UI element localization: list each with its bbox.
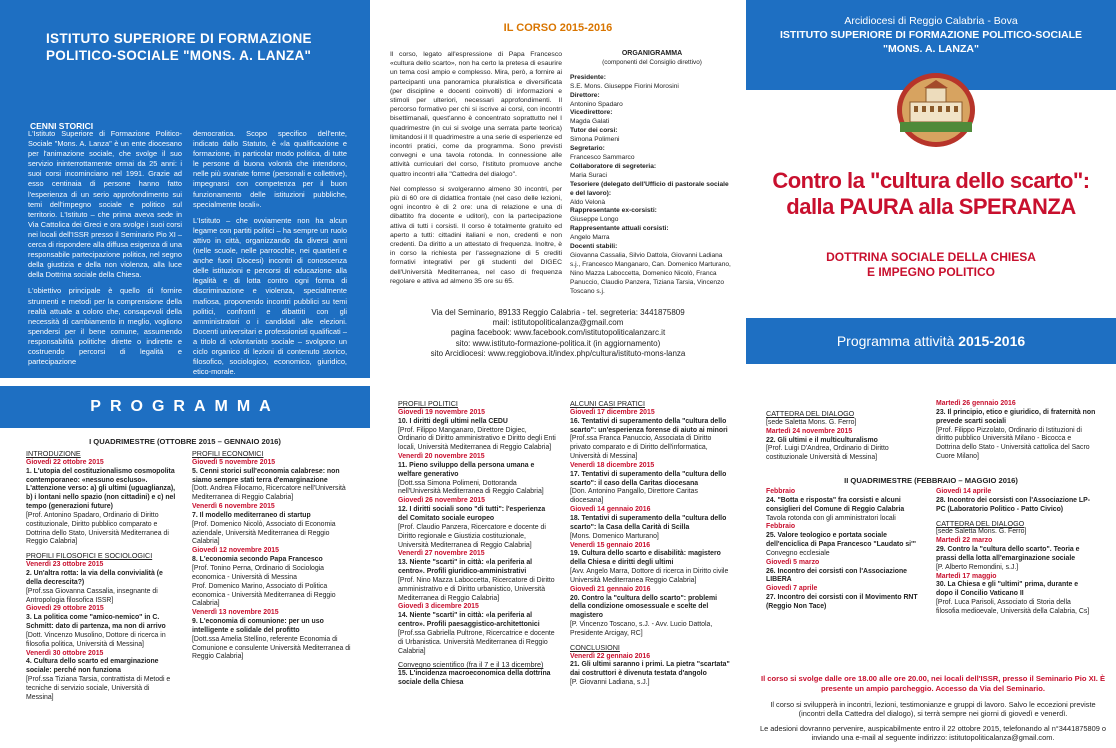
org-role: Vicedirettore: [570,109,613,117]
org-role: Presidente: [570,73,606,81]
organigram-subtitle: (componenti del Consiglio direttivo) [602,58,702,66]
org-member: Angelo Marra [570,234,610,242]
event-speaker: [Dott. Andrea Filocamo, Ricercatore nell'Università Mediterranea di Reggio Calabria] [192,485,346,502]
event-speaker: [Dott. Vincenzo Musolino, Dottore di ricerca in filosofia politica, Università di Messina] [26,631,166,648]
event-speaker: [Avv. Angelo Marra, Dottore di ricerca in Diritto civile Università Mediterranea Reggio Calabria] [570,568,729,584]
program-section-heading: CONCLUSIONI [570,642,620,652]
event-title: 4. Cultura dello scarto ed emarginazione sociale: perché non funziona [26,658,159,675]
org-role: Docenti stabili: [570,243,618,251]
event-title: 24. "Botta e risposta" fra corsisti e alcuni consiglieri del Comune di Reggio Calabria [766,496,905,513]
org-role: Direttore: [570,91,600,99]
org-role: Tutor dei corsi: [570,127,618,135]
org-member: Simona Polimeni [570,136,620,144]
event-date: Giovedì 3 dicembre 2015 [398,603,479,611]
event-speaker: [Prof. Tonino Perna, Ordinario di Sociologia economica - Università di Messina [192,564,325,581]
event-speaker: [Prof. Luca Parisoli, Associato di Storia della filosofia medioevale, Università della Calabria, Cs] [936,599,1090,615]
diocese-name: Arcidiocesi di Reggio Calabria - Bova [844,15,1018,27]
event-date: Venerdì 13 novembre 2015 [192,609,279,617]
event-speaker: [Prof. Nino Mazza Laboccetta, Ricercatore di Diritto amministrativo e di Diritto urbanistico, Università Mediterranea di Reggio Calabria] [398,576,555,602]
event-title: 8. L'economia secondo Papa Francesco [192,556,323,564]
subtitle-line-2: E IMPEGNO POLITICO [866,265,995,279]
event-date: Giovedì 19 novembre 2015 [398,408,485,416]
event-date: Martedì 24 novembre 2015 [766,427,853,435]
program-col-6 [936,400,1096,462]
event-date: Giovedì 7 aprile [766,585,818,593]
org-role: Segretario: [570,145,605,153]
event-speaker: [sede Saletta Mons. G. Ferro] [936,528,1027,536]
event-speaker: [Prof. Filippo Manganaro, Direttore Digiec, Ordinario di Diritto amministrativo e Diritto degli Enti locali, Università Mediterranea di Reggio Calabria] [398,426,556,452]
section-title: CENNI STORICI [30,121,94,131]
address-line: Via del Seminario, 89133 Reggio Calabria - tel. segreteria: 3441875809 [431,308,685,317]
program-section-heading: INTRODUZIONE [26,449,81,458]
org-member: Magda Galati [570,118,610,126]
organigram-list [570,74,734,297]
org-member: Antonino Spadaro [570,100,623,108]
program-section-heading: Convegno scientifico (fra il 7 e il 13 dicembre) [398,660,544,670]
cover-subtitle [746,250,1116,280]
event-title: 2. Un'altra rotta: la via della convivialità (e della decrescita?) [26,569,163,586]
history-col-2 [193,129,347,378]
panel-cenni-storici [0,0,370,378]
event-date: Giovedì 26 novembre 2015 [398,497,485,505]
event-date: Febbraio [766,488,796,495]
event-title: 19. Cultura dello scarto e disabilità: magistero della Chiesa e diritti degli ultimi [570,550,721,567]
program-section-heading: PROFILI FILOSOFICI E SOCIOLOGICI [26,551,153,561]
event-speaker: [Don. Antonino Pangallo, Direttore Caritas diocesana] [570,488,698,505]
event-date: Venerdì 22 gennaio 2016 [570,652,651,660]
org-member: S.E. Mons. Giuseppe Fiorini Morosini [570,82,679,90]
event-speaker: [Prof. Filippo Pizzolato, Ordinario di Istituzioni di diritto pubblico Università Milano - Bicocca e Dottrina dello Stato - Università cattolica del Sacro Cuore Milano] [936,426,1090,461]
organigram [570,50,734,296]
program-col-5 [766,410,926,463]
event-date: Venerdì 27 novembre 2015 [398,550,485,558]
event-title: 22. Gli ultimi e il multiculturalismo [766,436,878,444]
contacts-block [370,308,746,359]
tagline-line-1: Contro la "cultura dello scarto": [772,168,1090,193]
event-speaker: [Prof. Domenico Nicolò, Associato di Economia aziendale, Università Mediterranea di Reggio Calabria] [192,520,336,546]
event-title: 29. Contro la "cultura dello scarto". Teoria e prassi della lotta all'emarginazione sociale [936,546,1080,562]
history-col-1 [28,129,182,373]
institute-title: ISTITUTO SUPERIORE DI FORMAZIONE POLITICO-SOCIALE "MONS. A. LANZA" [46,31,312,63]
program-banner [746,318,1116,364]
course-format-note: Il corso si svilupperà in incontri, lezioni, testimonianze e gruppi di lavoro. Salvo le eccezioni previste (incontri della Cattedra del dialogo), si terrà sempre nei giorni di giovedì e venerdì. [770,700,1096,719]
programma-banner: PROGRAMMA [0,386,370,428]
event-date: Giovedì 29 ottobre 2015 [26,605,104,613]
org-member: Maria Suraci [570,171,608,179]
event-title: 9. L'economia di comunione: per un uso intelligente e solidale del profitto [192,618,324,634]
org-role: Tesoriere (delegato dell'Ufficio di pastorale sociale e del lavoro): [570,180,729,197]
institute-name-2: "MONS. A. LANZA" [883,43,979,55]
org-member: Aldo Velonà [570,198,606,206]
event-date: Venerdì 23 ottobre 2015 [26,561,104,569]
event-speaker: [P. Giovanni Ladiana, s.J.] [570,679,650,687]
program-label: Programma attività [836,333,955,349]
paragraph: Nel complesso si svolgeranno almeno 30 incontri, per più di 60 ore di didattica frontale (nel caso delle lezioni, ogni incontro è di 2 ore: una di relazione e una di dibattito fra docente e uditori), con la partecipazione attiva di tutti i corsisti. Il corso è totalmente gratuito ed aperto a tutti: cittadini italiani e non, credenti e non credenti. Da diritto a un attestato di frequenza. Inoltre, è in corso la richiesta per l'assegnazione di 5 crediti formativi integrativi per gli studenti del DIGEC dell'Università Mediterranea, nel caso di frequenza regolare e attiva ad almeno 35 ore su 65. [390,185,562,285]
course-header: IL CORSO 2015-2016 [503,22,613,34]
event-speaker: [P. Alberto Remondini, s.J.] [936,563,1019,571]
event-title: 25. Valore teologico e portata sociale dell'enciclica di Papa Francesco "Laudato si'" [766,532,916,549]
event-speaker: Prof. Domenico Marino, Associato di Politica economica - Università Mediterranea di Reggio Calabria] [192,582,336,608]
event-speaker: Tavola rotonda con gli amministratori locali [766,514,896,522]
event-title: 3. La politica come "amico-nemico" in C. Schmitt: dato di partenza, ma non di arrivo [26,614,166,631]
event-speaker: [Prof. Claudio Panzera, Ricercatore e docente di Diritto regionale e Giustizia costituzionale, Università Mediterranea di Reggio Calabria] [398,523,546,549]
event-date: Giovedì 17 dicembre 2015 [570,408,655,416]
event-speaker: [Prof. Antonino Spadaro, Ordinario di Diritto costituzionale, Diritto pubblico comparato e Dottrina dello Stato, Università Mediterranea di Reggio Calabria] [26,511,169,546]
event-speaker: [Prof.ssa Franca Panuccio, Associata di Diritto privato comparato e di Diritto dell'informatica, Università di Messina] [570,435,712,461]
panel-programma-2 [370,378,746,748]
event-date: Febbraio [766,523,796,531]
program-col-1 [26,450,176,703]
event-date: Martedì 17 maggio [936,572,997,580]
quadrimestre-title: I QUADRIMESTRE (OTTOBRE 2015 – GENNAIO 2016) [89,437,281,446]
event-title: 5. Cenni storici sull'economia calabrese: non siamo sempre stati terra d'emarginazione [192,467,340,484]
event-speaker: [Dott.ssa Amelia Stellino, referente Economia di Comunione e consulente Università Mediterranea di Reggio Calabria] [192,635,351,661]
seminary-logo-image [896,70,976,148]
event-title: 18. Tentativi di superamento della "cultura dello scarto": la Casa della Carità di Scilla [570,514,727,531]
quadrimestre-2-title: II QUADRIMESTRE (FEBBRAIO – MAGGIO 2016) [844,476,1018,485]
event-date: Giovedì 12 novembre 2015 [192,547,279,555]
event-speaker: [Mons. Domenico Marturano] [570,532,659,540]
program-col-7 [766,488,926,612]
event-title: 17. Tentativi di superamento della "cultura dello scarto": il caso della Caritas diocesana [570,470,727,487]
event-speaker: [Dott.ssa Simona Polimeni, Dottoranda nell'Università Mediterranea di Reggio Calabria] [398,479,544,496]
program-col-4 [570,400,730,688]
panel-programma-1 [0,378,370,748]
program-col-2 [192,450,352,662]
event-title: 23. Il principio, etico e giuridico, di fraternità non prevede scarti sociali [936,408,1096,425]
program-years: 2015-2016 [958,333,1026,349]
program-section-heading: ALCUNI CASI PRATICI [570,399,645,408]
event-title: 13. Niente "scarti" in città: «la periferia al centro». Profili giuridico-amministrativi [398,559,533,576]
program-section-heading: PROFILI POLITICI [398,399,458,408]
paragraph: L'Istituto Superiore di Formazione Politico-Sociale "Mons. A. Lanza" è un ente diocesano per l'animazione sociale, che svolge il suo servizio ininterrottamente ormai da 25 anni: i suoi corsi incominciano nel 1991. Grazie ad esso centinaia di persone hanno fatto l'esperienza di un serio approfondimento sui temi dell'impegno sociale e politico sul territorio. L'Istituto – che prima aveva sede in Via Cattolica dei Greci e ora svolge i suoi corsi nei locali dell'ISSR presso il Seminario Pio XI – cerca di rispondere alla diffusa esigenza di una responsabile partecipazione politica, nel segno della giustizia e della non violenza, alla luce della Dottrina sociale della Chiesa. [28,129,182,280]
subtitle-line-1: DOTTRINA SOCIALE DELLA CHIESA [826,250,1036,264]
event-title: 1. L'utopia del costituzionalismo cosmopolita contemporaneo: «nessuno escluso». L'attenzione verso: a) gli ultimi (uguaglianza), b) i lontani nello spazio (non cittadini) e c) nel tempo (generazioni future) [26,467,176,511]
org-role: Collaboratore di segreteria: [570,162,657,170]
event-title: 27. Incontro dei corsisti con il Movimento RNT (Reggio Non Tace) [766,594,918,610]
event-date: Venerdì 15 gennaio 2016 [570,541,651,549]
event-speaker: [Prof.ssa Gabriella Pultrone, Ricercatrice e docente di Urbanistica. Università Mediterranea di Reggio Calabria] [398,629,555,655]
event-speaker: Convegno ecclesiale [766,549,830,557]
event-title: 21. Gli ultimi saranno i primi. La pietra "scartata" dai costruttori è divenuta testata d'angolo [570,661,730,678]
event-date: Giovedì 14 gennaio 2016 [570,506,651,514]
event-title: 20. Contro la "cultura dello scarto": problemi della condizione omosessuale e scelte del magistero [570,594,718,620]
paragraph: L'obiettivo principale è quello di fornire strumenti e metodi per la comprensione della realtà attuale a coloro che, consapevoli della necessità di cambiamento in meglio, vogliono spendersi per il bene comune, assumendo responsabilità politiche dirette o indirette e costruendo percorsi di legalità e partecipazione [28,286,182,367]
event-title: 10. I diritti degli ultimi nella CEDU [398,417,508,425]
tagline-line-2: dalla PAURA alla SPERANZA [786,194,1076,219]
event-speaker: [Prof. Luigi D'Andrea, Ordinario di Diritto costituzionale Università di Messina] [766,445,889,462]
event-speaker: [Prof.ssa Giovanna Cassalia, insegnante di Antropologia filosofica ISSR] [26,587,158,604]
event-title: 28. Incontro dei corsisti con l'Associazione LP-PC (Laboratorio Politico - Patto Civico) [936,496,1091,513]
event-title: 15. L'incidenza macroeconomica della dottrina sociale della Chiesa [398,670,551,687]
org-member: Francesco Sammarco [570,153,635,161]
event-title: 12. I diritti sociali sono "di tutti": l'esperienza del Comitato sociale europeo [398,506,546,522]
website-line[interactable]: sito: www.istituto-formazione-politica.it (in aggiornamento) [455,338,661,348]
event-date: Venerdì 6 novembre 2015 [192,503,275,511]
course-location-note: Il corso si svolge dalle ore 18.00 alle ore 20.00, nei locali dell'ISSR, presso il Seminario Pio XI. È presente un ampio parcheggio. Accesso da Via del Seminario. [760,674,1106,693]
organigram-title: ORGANIGRAMMA [621,50,683,57]
registration-note: Le adesioni dovranno pervenire, auspicabilmente entro il 22 ottobre 2015, telefonando al n°3441875809 o inviando una e-mail al seguente indirizzo: istitutopoliticalanza@gmail.com. [759,724,1107,743]
panel-cover [746,0,1116,378]
cover-tagline [746,168,1116,220]
event-title: 14. Niente "scarti" in città: «la periferia al centro». Profili paesaggistico-architettonici [398,612,540,629]
event-title: 11. Pieno sviluppo della persona umana e welfare generativo [398,461,535,478]
program-section-heading: PROFILI ECONOMICI [192,449,264,458]
facebook-line[interactable]: pagina facebook: www.facebook.com/istitutopoliticalanzarc.it [450,328,666,338]
institute-name: ISTITUTO SUPERIORE DI FORMAZIONE POLITICO-SOCIALE [780,29,1082,41]
event-speaker: [Prof.ssa Tiziana Tarsia, contrattista di Metodi e tecniche di servizio sociale, Università di Messina] [26,676,171,701]
org-member: Giuseppe Longo [570,216,619,224]
event-date: Giovedì 5 marzo [766,558,820,566]
event-date: Martedì 26 gennaio 2016 [936,400,1016,407]
event-title: 16. Tentativi di superamento della "cultura dello scarto": un'esperienza forense di aiuto ai minori [570,417,728,434]
org-member: Giovanna Cassalia, Silvio Dattola, Giovanni Ladiana s.j., Francesco Manganaro, Can. Domenico Marturano, Nino Mazza Laboccetta, Domenico Nicolò, Franca Panuccio, Claudio Panzera, Tiziana Tarsia, Vincenzo Toscano s.j. [570,251,731,295]
event-date: Venerdì 18 dicembre 2015 [570,461,655,469]
paragraph: Il corso, legato all'espressione di Papa Francesco «cultura dello scarto», non ha certo la pretesa di esaurire un tema così ampio e complesso. Mira, però, a fornire ai partecipanti una panoramica pluralistica e diversificata (per discipline e docenti coinvolti) di informazioni e stimoli per ulteriori, necessari approfondimenti. Il percorso formativo per chi si iscrive ai corsi, con incontri bisettimanali, quest'anno è concentrato soprattutto nel I quadrimestre (in cui si svolge una serrata parte teorica) limitandosi il II quadrimestre a una serie di esperienze ed incontri pratici, come da programma. Sono previsti convegni e una tavola rotonda. In connessione alle attività curriculari del corso, l'Istituto promuove anche quattro incontri alla "Cattedra del dialogo". [390,51,562,178]
paragraph: democratica. Scopo specifico dell'ente, indicato dallo Statuto, è «la qualificazione e formazione, in particolar modo politica, di tutte le persone di buona volontà che intendono, nelle più svariate forme (personali e collettive), impegnarsi con competenza per il buon funzionamento delle istituzioni pubbliche, specialmente locali». [193,129,347,209]
program-col-3 [398,400,556,688]
program-section-heading: CATTEDRA DEL DIALOGO [936,518,1025,528]
paragraph: L'Istituto – che ovviamente non ha alcun legame con partiti politici – ha sempre un ruolo attivo in città, organizzando da diversi anni (nelle scuole, nelle parrocchie, nei quartieri e anche fuori Diocesi) incontri di conoscenza delle istituzioni e percorsi di educazione alla legalità e di lotta contro ogni forma di discriminazione e violenza, specialmente mafiosa, proponendo incontri pubblici su temi politici, confronti e dibattiti con gli amministratori o i candidati alle elezioni. Docenti universitari e professionisti qualificati – a titolo di volontariato sociale – svolgono un ciclo organico di lezioni di contenuto storico, filosofico, sociologico, economico, giuridico, etico-morale. [193,215,347,377]
course-description [390,50,562,292]
event-date: Venerdì 30 ottobre 2015 [26,649,104,657]
panel-programma-3 [746,378,1116,748]
event-title: 30. La Chiesa e gli "ultimi" prima, durante e dopo il Concilio Vaticano II [936,581,1079,598]
event-date: Venerdì 20 novembre 2015 [398,453,485,461]
event-speaker: [sede Saletta Mons. G. Ferro] [766,418,857,426]
program-col-8 [936,488,1096,617]
program-section-heading: CATTEDRA DEL DIALOGO [766,409,855,418]
cover-header-text [746,14,1116,56]
event-date: Giovedì 21 gennaio 2016 [570,585,651,593]
event-date: Martedì 22 marzo [936,537,993,545]
event-date: Giovedì 14 aprile [936,488,992,495]
org-role: Rappresentante ex-corsisti: [570,207,657,215]
event-title: 26. Incontro dei corsisti con l'Associazione LIBERA [766,567,908,584]
event-speaker: [P. Vincenzo Toscano, s.J. - Avv. Lucio Dattola, Presidente Arcigay, RC] [570,621,713,637]
event-date: Giovedì 22 ottobre 2015 [26,458,104,466]
event-date: Giovedì 5 novembre 2015 [192,458,276,466]
event-title: 7. Il modello mediterraneo di startup [192,511,311,519]
org-role: Rappresentante attuali corsisti: [570,225,669,233]
panel-il-corso [370,0,746,378]
diocese-site-line[interactable]: sito Arcidiocesi: www.reggiobova.it/index.php/cultura/istituto-mons-lanza [430,348,686,358]
email-line[interactable]: mail: istitutopoliticalanza@gmail.com [492,318,624,328]
